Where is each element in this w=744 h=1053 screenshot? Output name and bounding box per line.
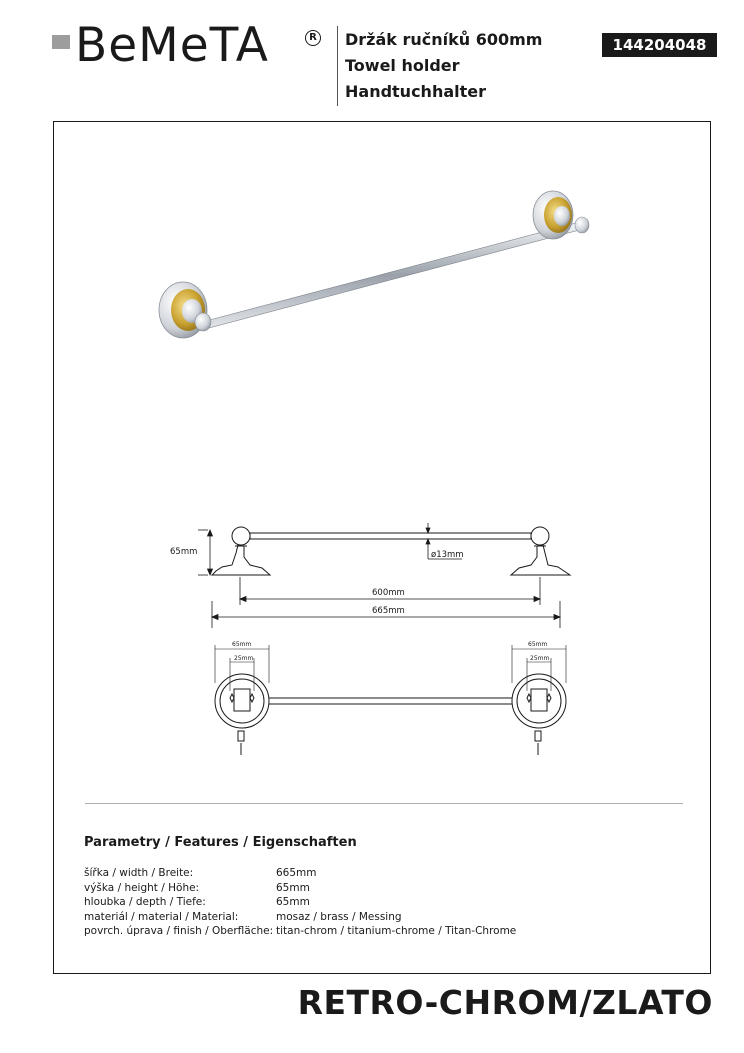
product-photo <box>150 180 600 340</box>
feature-label: hloubka / depth / Tiefe: <box>84 896 206 908</box>
feature-value: mosaz / brass / Messing <box>276 910 402 923</box>
feature-row <box>84 895 516 910</box>
brand-logo: BeMeTA <box>75 18 269 73</box>
towel-bar <box>202 222 583 329</box>
side-bar <box>250 533 531 539</box>
diameter-label: ø13mm <box>431 550 464 560</box>
product-title-de: Handtuchhalter <box>345 82 487 101</box>
feature-label: materiál / material / Material: <box>84 910 239 923</box>
feature-value: 65mm <box>276 881 310 894</box>
feature-label: výška / height / Höhe: <box>84 881 200 894</box>
features-title: Parametry / Features / Eigenschaften <box>84 835 357 850</box>
front-left-rosette <box>215 674 269 728</box>
feature-label: povrch. úprava / finish / Oberfläche: <box>84 925 274 937</box>
feature-row <box>84 924 516 939</box>
feature-value: titan-chrom / titanium-chrome / Titan-Chrome <box>276 925 517 937</box>
right-rosette <box>533 191 589 239</box>
left-screw-label: 25mm <box>234 655 254 662</box>
feature-row <box>84 866 516 881</box>
collection-title: RETRO-CHROM/ZLATO <box>297 983 713 1022</box>
product-title-cz: Držák ručníků 600mm <box>345 30 543 49</box>
depth-label: 65mm <box>170 547 198 557</box>
right-flange-label: 65mm <box>528 641 548 648</box>
side-right-mount <box>511 545 570 575</box>
logo-mark <box>52 35 70 49</box>
registered-mark: R <box>305 30 321 46</box>
feature-value: 665mm <box>276 867 317 879</box>
front-right-rosette <box>512 674 566 728</box>
feature-row <box>84 881 516 896</box>
left-rosette <box>159 282 211 338</box>
feature-label: šířka / width / Breite: <box>84 867 194 879</box>
product-title-en: Towel holder <box>345 56 460 75</box>
feature-value: 65mm <box>276 896 310 908</box>
total-length-label: 665mm <box>372 606 405 616</box>
feature-row <box>84 910 516 925</box>
side-left-mount <box>212 545 270 575</box>
inner-length-label: 600mm <box>372 588 405 598</box>
technical-drawing <box>150 515 590 765</box>
features-table <box>84 866 516 939</box>
right-screw-label: 25mm <box>530 655 550 662</box>
section-divider <box>85 803 683 804</box>
left-flange-label: 65mm <box>232 641 252 648</box>
product-code-badge: 144204048 <box>602 33 717 57</box>
header-divider <box>337 26 338 106</box>
